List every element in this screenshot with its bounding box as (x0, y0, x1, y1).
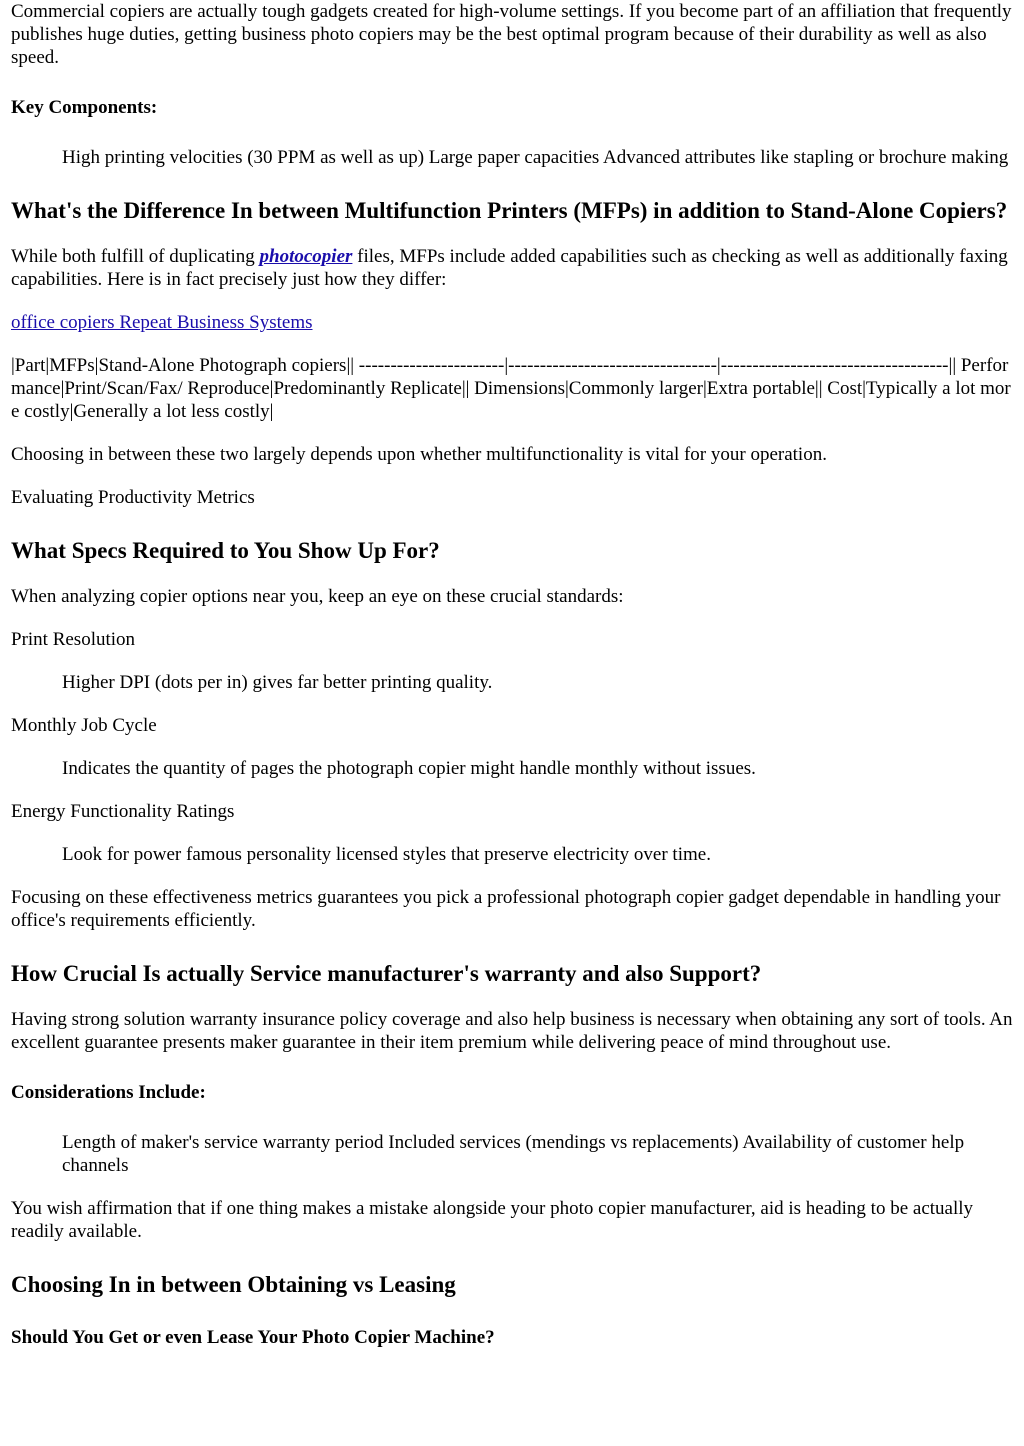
spec-title-energy-ratings: Energy Functionality Ratings (11, 801, 235, 822)
evaluating-paragraph: Evaluating Productivity Metrics (11, 487, 255, 508)
warranty-heading: How Crucial Is actually Service manufacturer's warranty and also Support? (11, 961, 762, 986)
considerations-blockquote: Length of maker's service warranty period Included services (mendings vs replacements) Availability of customer help channels (62, 1132, 965, 1176)
mfp-difference-heading: What's the Difference In between Multifunction Printers (MFPs) in addition to Stand-Alone Copiers? (11, 198, 1008, 223)
focusing-paragraph: Focusing on these effectiveness metrics guarantees you pick a professional photograph copier gadget dependable in handling your office's requirements efficiently. (11, 887, 1001, 931)
warranty-paragraph: Having strong solution warranty insurance policy coverage and also help business is necessary when obtaining any sort of tools. An excellent guarantee presents maker guarantee in their item premium while delivering peace of mind throughout use. (11, 1009, 1013, 1053)
choosing-paragraph: Choosing in between these two largely depends upon whether multifunctionality is vital for your operation. (11, 444, 827, 465)
key-components-blockquote: High printing velocities (30 PPM as well as up) Large paper capacities Advanced attributes like stapling or brochure making (62, 147, 1009, 168)
spec-detail-monthly-job-cycle: Indicates the quantity of pages the photograph copier might handle monthly without issues. (62, 758, 756, 779)
mfp-paragraph-end: files, MFPs include added capabilities such as checking as well as additionally faxing capabilities. Here is in fact precisely just how they differ: (11, 246, 1008, 290)
mfp-paragraph-start: While both fulfill of duplicating (11, 246, 260, 267)
office-copiers-link[interactable]: office copiers Repeat Business Systems (11, 312, 313, 333)
comparison-table-text: |Part|MFPs|Stand-Alone Photograph copiers|| -----------------------|---------------------------------|------------------------------------|| Performance|Print/Scan/Fax/ Reproduce|Predominantly Replicate|| Dimensions|Commonly larger|Extra portable|| Cost|Typically a lot more costly|Generally a lot less costly| (11, 355, 1011, 422)
spec-detail-print-resolution: Higher DPI (dots per in) gives far better printing quality. (62, 672, 493, 693)
spec-title-print-resolution: Print Resolution (11, 629, 136, 650)
key-components-heading: Key Components: (11, 97, 158, 118)
specs-heading: What Specs Required to You Show Up For? (11, 538, 440, 563)
considerations-heading: Considerations Include: (11, 1082, 206, 1103)
warranty-closing-paragraph: You wish affirmation that if one thing makes a mistake alongside your photo copier manufacturer, aid is heading to be actually readily available. (11, 1198, 974, 1242)
mfp-paragraph (11, 245, 1014, 291)
intro-paragraph: Commercial copiers are actually tough gadgets created for high-volume settings. If you become part of an affiliation that frequently publishes huge duties, getting business photo copiers may be the best optimal program because of their durability as well as also speed. (11, 1, 1012, 68)
photocopier-link[interactable]: photocopier (259, 246, 353, 267)
specs-intro: When analyzing copier options near you, keep an eye on these crucial standards: (11, 586, 624, 607)
office-copiers-paragraph (11, 311, 1014, 334)
leasing-heading: Choosing In in between Obtaining vs Leasing (11, 1272, 456, 1297)
spec-detail-energy-ratings: Look for power famous personality licensed styles that preserve electricity over time. (62, 844, 711, 865)
lease-subheading: Should You Get or even Lease Your Photo Copier Machine? (11, 1327, 495, 1348)
spec-title-monthly-job-cycle: Monthly Job Cycle (11, 715, 157, 736)
